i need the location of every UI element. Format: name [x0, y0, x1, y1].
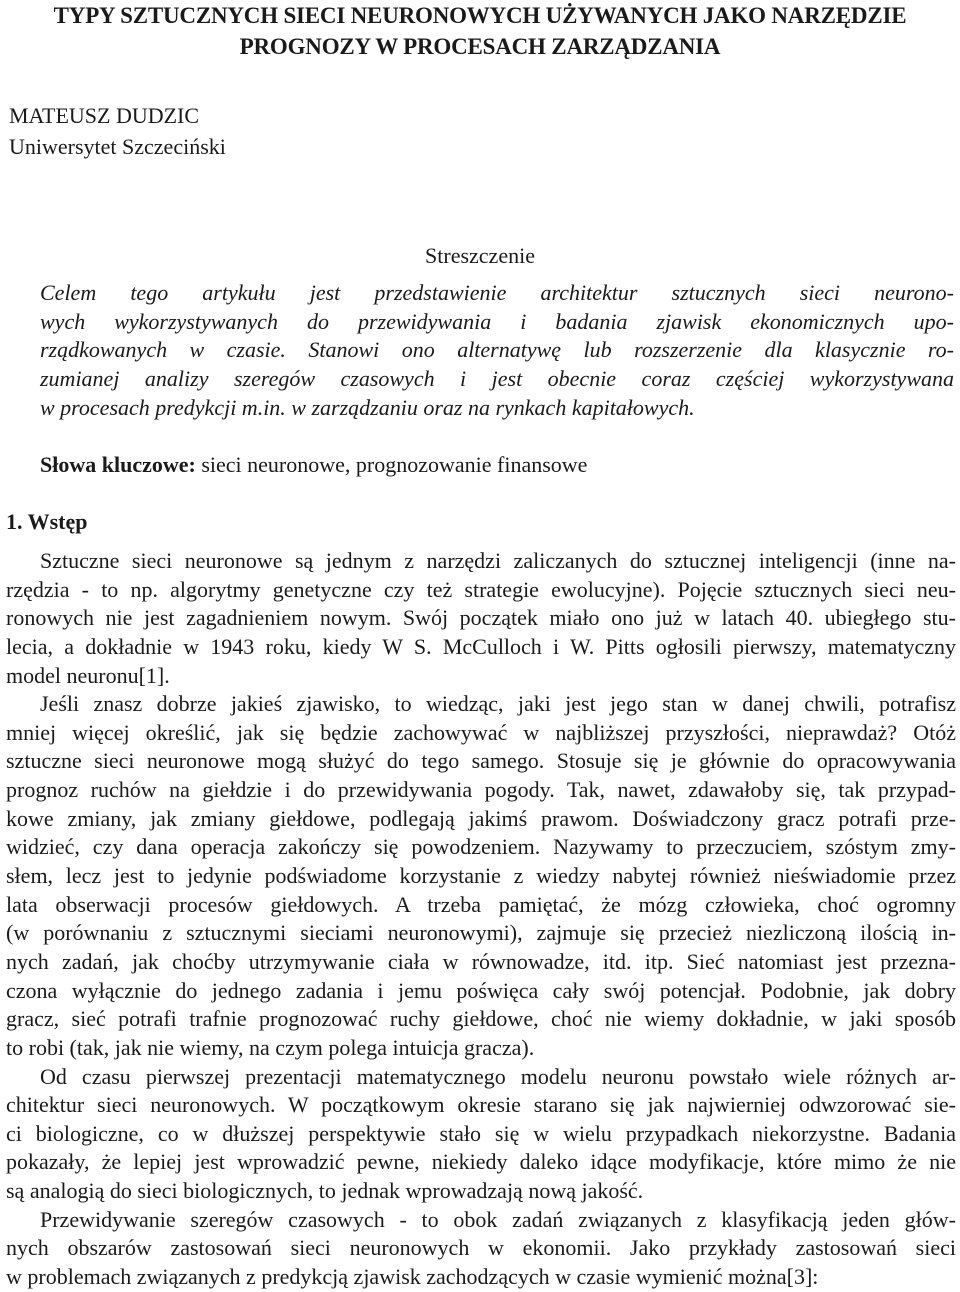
body-line: gracz, sieć potrafi trafnie prognozować ruchy giełdowe, choć nie wiemy dokładnie, w jaki sposób: [6, 1006, 956, 1032]
author-block: [9, 100, 226, 162]
author-name: MATEUSZ DUDZIC: [9, 103, 200, 128]
title-line-2: PROGNOZY W PROCESACH ZARZĄDZANIA: [239, 34, 721, 59]
body-line: Sztuczne sieci neuronowe są jednym z narzędzi zaliczanych do sztucznej inteligencji (inne na-: [40, 548, 956, 573]
body-line: mniej więcej określić, jak się będzie zachowywać w najbliższej przyszłości, nieprawdaż? Otóż: [6, 719, 956, 745]
body-line: są analogią do sieci biologicznych, to jednak wprowadzają nową jakość.: [6, 1178, 644, 1204]
keywords: [40, 449, 587, 480]
body-line: Od czasu pierwszej prezentacji matematycznego modelu neuronu powstało wiele różnych ar-: [40, 1063, 956, 1089]
body-line: lecia, a dokładnie w 1943 roku, kiedy W S. McCulloch i W. Pitts ogłosili pierwszy, matematyczny: [6, 633, 956, 659]
body-line: ci biologiczne, co w dłuższej perspektywie stało się w wielu przypadkach niekorzystne. Badania: [6, 1120, 956, 1146]
title-line-1: TYPY SZTUCZNYCH SIECI NEURONOWYCH UŻYWANYCH JAKO NARZĘDZIE: [53, 3, 907, 28]
author-affiliation: Uniwersytet Szczeciński: [9, 134, 226, 159]
abstract-heading: Streszczenie: [425, 243, 535, 268]
body-line: kowe zmiany, jak zmiany giełdowe, podlegają jakimś prawom. Doświadczony gracz potrafi prze-: [6, 805, 956, 831]
body-line: chitektur sieci neuronowych. W początkowym okresie starano się jak najwierniej odwzorować sie-: [6, 1092, 956, 1118]
body-line: Przewidywanie szeregów czasowych - to obok zadań związanych z klasyfikacją jeden głów-: [40, 1206, 956, 1232]
abstract-text: [40, 278, 954, 421]
section-heading: 1. Wstęp: [6, 509, 88, 534]
body-line: Jeśli znasz dobrze jakieś zjawisko, to wiedząc, jaki jest jego stan w danej chwili, potrafisz: [40, 691, 956, 717]
body-line: prognoz ruchów na giełdzie i do przewidywania pogody. Tak, nawet, zdawałoby się, tak przypad-: [6, 777, 956, 803]
body-line: czona wyłącznie do jednego zadania i jemu poświęca cały swój potencjał. Podobnie, jak dobry: [6, 977, 956, 1003]
body-line: (w porównaniu z sztucznymi sieciami neuronowymi), zajmuje się przecież niezliczoną ilością in-: [6, 920, 956, 946]
body-line: sztuczne sieci neuronowe mogą służyć do tego samego. Stosuje się je głównie do opracowywania: [6, 748, 956, 774]
body-line: ronowych nie jest zagadnieniem nowym. Swój początek miało ono już w latach 40. ubiegłego stu-: [6, 605, 956, 631]
body-line: nych obszarów zastosowań sieci neuronowych w ekonomii. Jako przykłady zastosowań sieci: [6, 1235, 956, 1261]
abstract-line: wych wykorzystywanych do przewidywania i badania zjawisk ekonomicznych upo-: [40, 308, 954, 334]
body-line: to robi (tak, jak nie wiemy, na czym polega intuicja gracza).: [6, 1034, 535, 1060]
body-line: słem, lecz jest to jedynie podświadome korzystanie z wiedzy nabytej również nieświadomie przez: [6, 863, 956, 889]
abstract-line: w procesach predykcji m.in. w zarządzaniu oraz na rynkach kapitałowych.: [40, 394, 695, 420]
body-line: pokazały, że lepiej jest wprowadzić pewne, niekiedy daleko idące modyfikacje, które mimo że nie: [6, 1149, 956, 1175]
body-line: model neuronu[1].: [6, 662, 170, 688]
body-line: w problemach związanych z predykcją zjawisk zachodzących w czasie wymienić można[3]:: [6, 1264, 819, 1290]
body-line: rzędzia - to np. algorytmy genetyczne czy też strategie ewolucyjne). Pojęcie sztucznych sieci neu-: [6, 576, 956, 602]
keywords-text: sieci neuronowe, prognozowanie finansowe: [201, 452, 588, 477]
abstract-line: rządkowanych w czasie. Stanowi ono alternatywę lub rozszerzenie dla klasycznie ro-: [40, 337, 954, 363]
body-line: widzieć, czy dana operacja zakończy się powodzeniem. Nazywamy to przeczuciem, szóstym zmy-: [6, 834, 956, 860]
paper-title: [0, 0, 960, 62]
body-line: nych zadań, jak choćby utrzymywanie ciała w równowadze, itd. itp. Sieć natomiast jest przezna-: [6, 948, 956, 974]
body-line: lata obserwacji procesów giełdowych. A trzeba pamiętać, że mózg człowieka, choć ogromny: [6, 891, 956, 917]
keywords-label: Słowa kluczowe:: [40, 452, 196, 477]
abstract-line: zumianej analizy szeregów czasowych i jest obecnie coraz częściej wykorzystywana: [40, 365, 954, 391]
body-text: [6, 547, 956, 1292]
abstract-line: Celem tego artykułu jest przedstawienie architektur sztucznych sieci neurono-: [40, 280, 954, 305]
